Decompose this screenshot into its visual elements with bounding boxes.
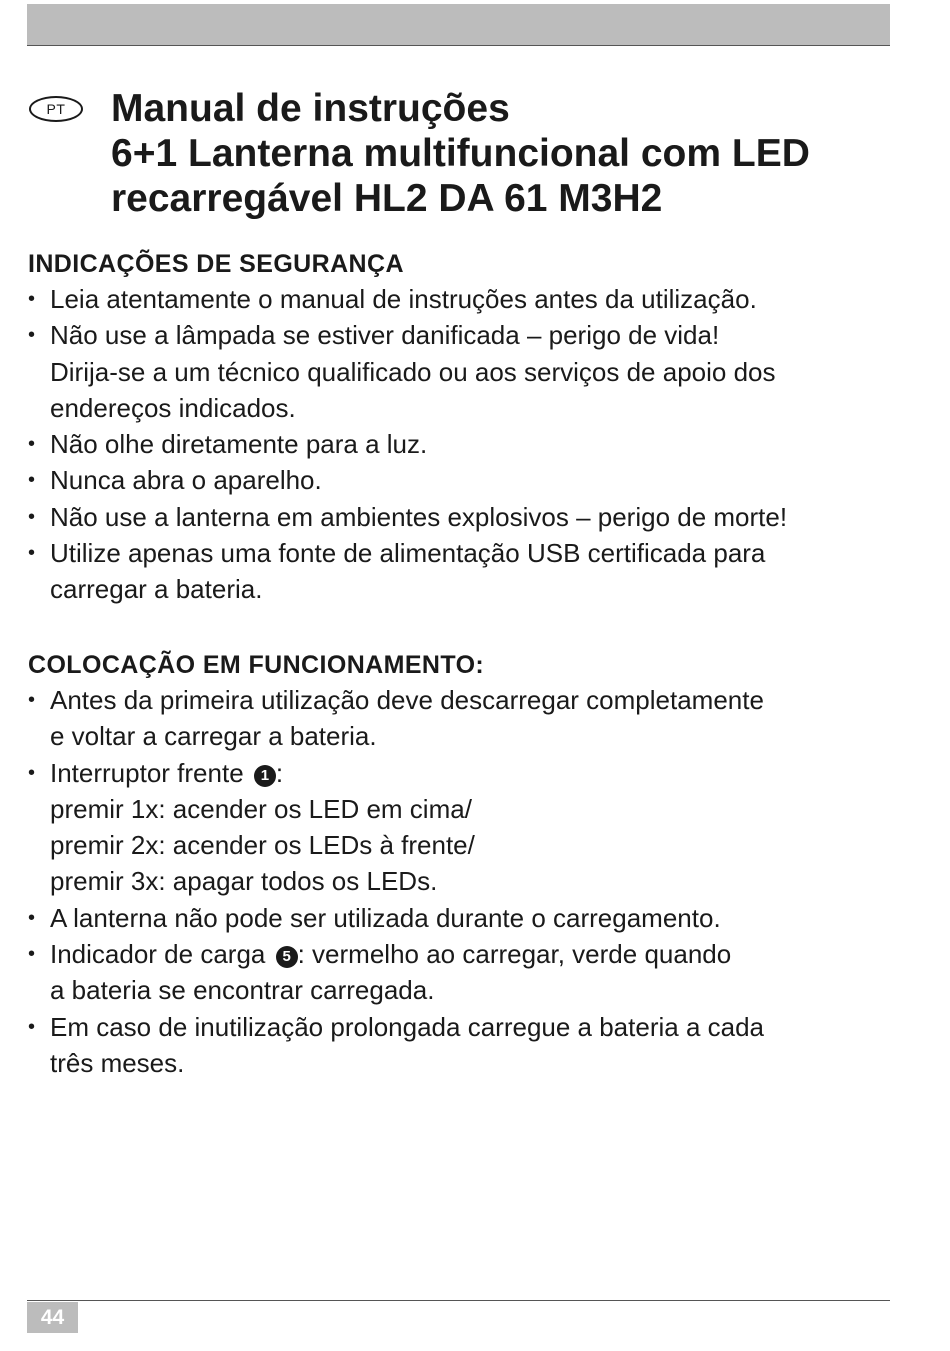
list-item-text	[50, 755, 890, 791]
callout-number-5-icon: 5	[276, 946, 298, 968]
list-item	[28, 281, 890, 317]
operation-list	[28, 682, 890, 1081]
list-item-text: três meses.	[50, 1047, 185, 1078]
list-item	[28, 936, 890, 1009]
list-item	[28, 1009, 890, 1082]
footer-rule	[27, 1300, 890, 1301]
list-item	[28, 462, 890, 498]
document-title	[111, 86, 891, 221]
list-item-text	[50, 936, 890, 972]
list-item-text: • Não use a lâmpada se estiver danificada – perigo de vida!	[50, 320, 720, 351]
list-item-text: premir 2x: acender os LEDs à frente/	[50, 830, 475, 861]
switch-label: Interruptor frente	[50, 757, 244, 788]
list-item-text: • Não olhe diretamente para a luz.	[50, 429, 428, 460]
list-item	[28, 317, 890, 426]
list-item	[28, 755, 890, 900]
safety-section	[28, 247, 890, 608]
title-line: Manual de instruções	[111, 87, 510, 130]
list-item-text: endereços indicados.	[50, 392, 296, 423]
list-item	[28, 682, 890, 755]
list-item-text: Dirija-se a um técnico qualificado ou aos serviços de apoio dos	[50, 356, 776, 387]
operation-heading: COLOCAÇÃO EM FUNCIONAMENTO:	[28, 651, 485, 679]
title-line: 6+1 Lanterna multifuncional com LED	[111, 132, 810, 175]
callout-number-1-icon: 1	[254, 765, 276, 787]
list-item-text: carregar a bateria.	[50, 574, 263, 605]
operation-section	[28, 648, 890, 1081]
list-item-text: • A lanterna não pode ser utilizada durante o carregamento.	[50, 902, 721, 933]
list-item	[28, 426, 890, 462]
list-item-text: • Antes da primeira utilização deve descarregar completamente	[50, 685, 764, 715]
switch-label-colon: :	[275, 757, 284, 788]
list-item-text: • Não use a lanterna em ambientes explosivos – perigo de morte!	[50, 501, 788, 532]
charge-indicator-text: : vermelho ao carregar, verde quando	[297, 939, 732, 970]
safety-heading: INDICAÇÕES DE SEGURANÇA	[28, 250, 404, 278]
page-number: 44	[27, 1302, 78, 1333]
charge-indicator-label: Indicador de carga	[50, 939, 266, 970]
list-item-text: • Utilize apenas uma fonte de alimentação USB certificada para	[50, 538, 766, 569]
language-badge: PT	[29, 96, 83, 122]
list-item-text: premir 3x: apagar todos os LEDs.	[50, 866, 438, 897]
header-rule	[27, 45, 890, 46]
list-item-text: premir 1x: acender os LED em cima/	[50, 793, 472, 824]
list-item-text: • Em caso de inutilização prolongada carregue a bateria a cada	[50, 1011, 765, 1042]
list-item	[28, 535, 890, 608]
title-line: recarregável HL2 DA 61 M3H2	[111, 177, 663, 220]
header-band	[27, 4, 890, 45]
safety-list	[28, 281, 890, 608]
list-item-text: • Nunca abra o aparelho.	[50, 465, 322, 496]
list-item-text: a bateria se encontrar carregada.	[50, 975, 435, 1006]
list-item	[28, 900, 890, 936]
list-item-text: e voltar a carregar a bateria.	[50, 721, 377, 752]
list-item-text: • Leia atentamente o manual de instruções antes da utilização.	[50, 284, 757, 314]
list-item	[28, 499, 890, 535]
